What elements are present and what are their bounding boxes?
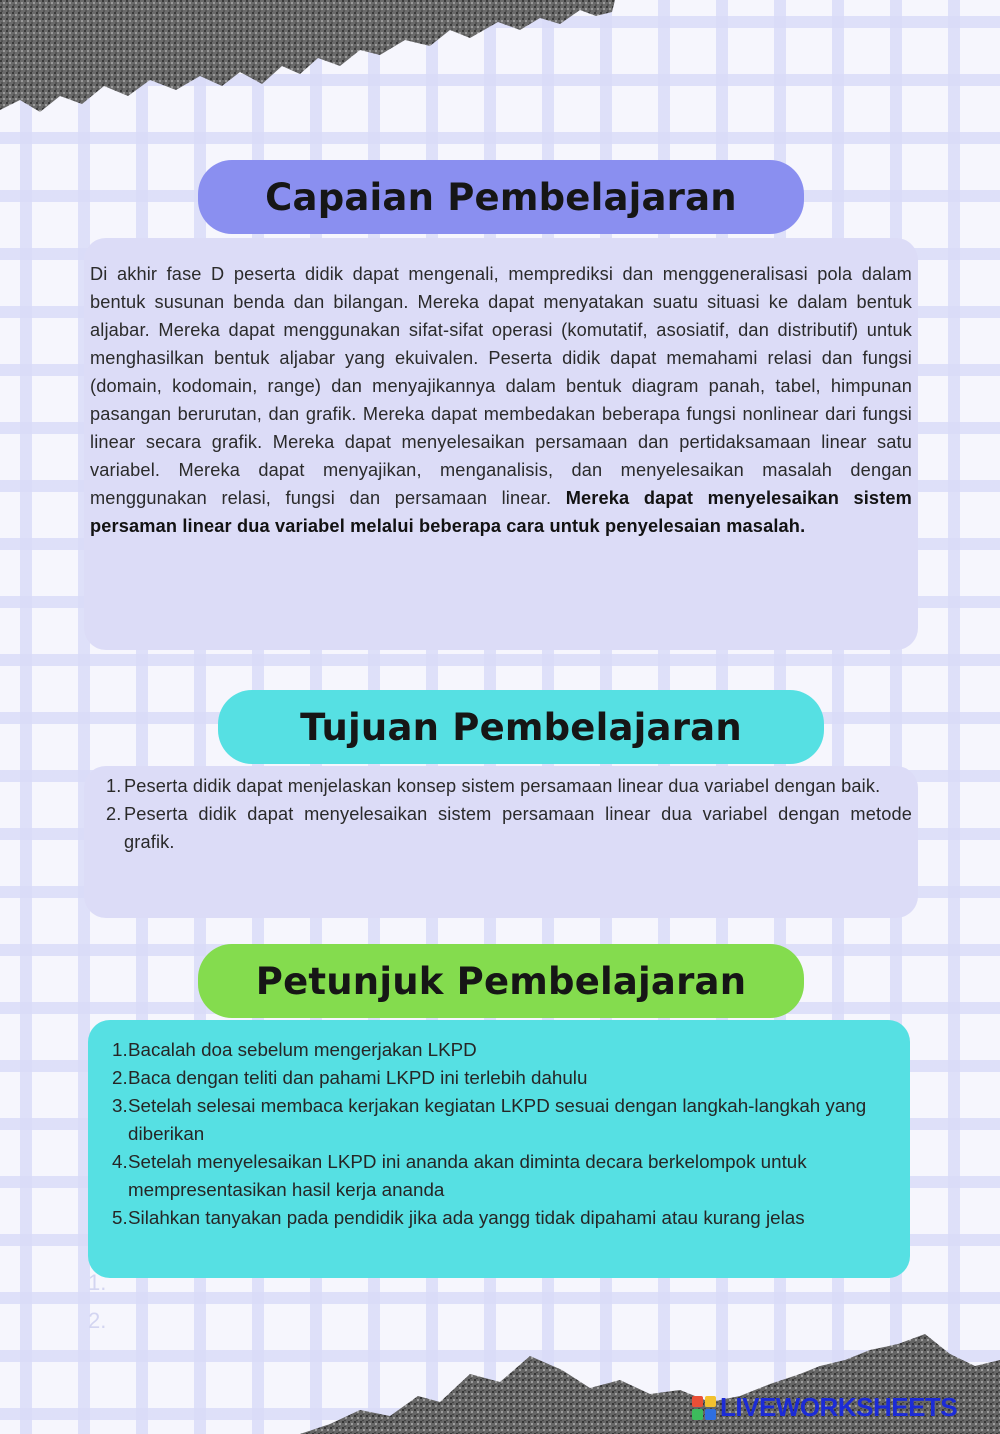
capaian-panel: [84, 238, 918, 650]
tujuan-title: Tujuan Pembelajaran: [300, 705, 742, 749]
petunjuk-title: Petunjuk Pembelajaran: [255, 959, 747, 1003]
list-item-text: Baca dengan teliti dan pahami LKPD ini terlebih dahulu: [128, 1067, 588, 1088]
list-item-number: 1.: [106, 776, 122, 796]
list-item-text: Setelah selesai membaca kerjakan kegiatan LKPD sesuai dengan langkah-langkah yang diberikan: [128, 1095, 867, 1144]
list-item-number: 5.: [112, 1207, 128, 1228]
list-item-number: 1.: [112, 1039, 128, 1060]
list-item: [96, 1064, 900, 1092]
torn-paper-top-decoration: [0, 0, 620, 120]
petunjuk-panel: [88, 1020, 910, 1278]
capaian-body-bold-text: Mereka dapat menyelesaikan sistem persaman linear dua variabel melalui beberapa cara untuk penyelesaian masalah.: [90, 488, 912, 536]
list-item-number: 2.: [106, 804, 122, 824]
list-item: [96, 1148, 900, 1204]
list-item-text: Silahkan tanyakan pada pendidik jika ada yangg tidak dipahami atau kurang jelas: [128, 1207, 805, 1228]
list-item: [96, 1204, 900, 1232]
capaian-title: Capaian Pembelajaran: [265, 175, 737, 219]
liveworksheets-logo-icon: [692, 1396, 716, 1420]
liveworksheets-logo-text: LIVEWORKSHEETS: [720, 1392, 958, 1422]
capaian-body-text: Di akhir fase D peserta didik dapat mengenali, memprediksi dan menggeneralisasi pola dalam bentuk susunan benda dan bilangan. Mereka dapat menyatakan suatu situasi ke dalam bentuk aljabar. Mereka dapat menggunakan sifat-sifat operasi (komutatif, asosiatif, dan distributif) untuk menghasilkan bentuk aljabar yang ekuivalen. Peserta didik dapat memahami relasi dan fungsi (domain, kodomain, range) dan menyajikannya dalam bentuk diagram panah, tabel, himpunan pasangan berurutan, dan grafik. Mereka dapat membedakan beberapa fungsi nonlinear dari fungsi linear secara grafik. Mereka dapat menyelesaikan persamaan dan pertidaksamaan linear satu variabel. Mereka dapat menyajikan, menganalisis, dan menyelesaikan masalah dengan menggunakan relasi, fungsi dan persamaan linear.: [90, 264, 912, 508]
ghost-list-number: 1.: [88, 1270, 107, 1295]
petunjuk-list: [96, 1036, 900, 1232]
list-item: [90, 772, 912, 800]
list-item-text: Peserta didik dapat menjelaskan konsep sistem persamaan linear dua variabel dengan baik.: [124, 776, 881, 796]
liveworksheets-logo[interactable]: [692, 1392, 957, 1423]
list-item: [96, 1092, 900, 1148]
list-item-number: 2.: [112, 1067, 128, 1088]
logo-square: [705, 1409, 716, 1420]
logo-square: [692, 1396, 703, 1407]
tujuan-title-pill: [218, 690, 824, 764]
list-item-text: Setelah menyelesaikan LKPD ini ananda akan diminta decara berkelompok untuk mempresentasikan hasil kerja ananda: [128, 1151, 807, 1200]
list-item: [90, 800, 912, 856]
list-item-number: 3.: [112, 1095, 128, 1116]
capaian-paragraph: [90, 260, 912, 540]
tujuan-panel: [84, 766, 918, 918]
tujuan-list: [90, 772, 912, 856]
list-item-number: 4.: [112, 1151, 128, 1172]
list-item-text: Bacalah doa sebelum mengerjakan LKPD: [128, 1039, 477, 1060]
list-item: [96, 1036, 900, 1064]
capaian-title-pill: [198, 160, 804, 234]
logo-square: [705, 1396, 716, 1407]
ghost-list-number: 2.: [88, 1308, 107, 1333]
list-item-text: Peserta didik dapat menyelesaikan sistem persamaan linear dua variabel dengan metode grafik.: [124, 804, 912, 852]
logo-square: [692, 1409, 703, 1420]
petunjuk-title-pill: [198, 944, 804, 1018]
